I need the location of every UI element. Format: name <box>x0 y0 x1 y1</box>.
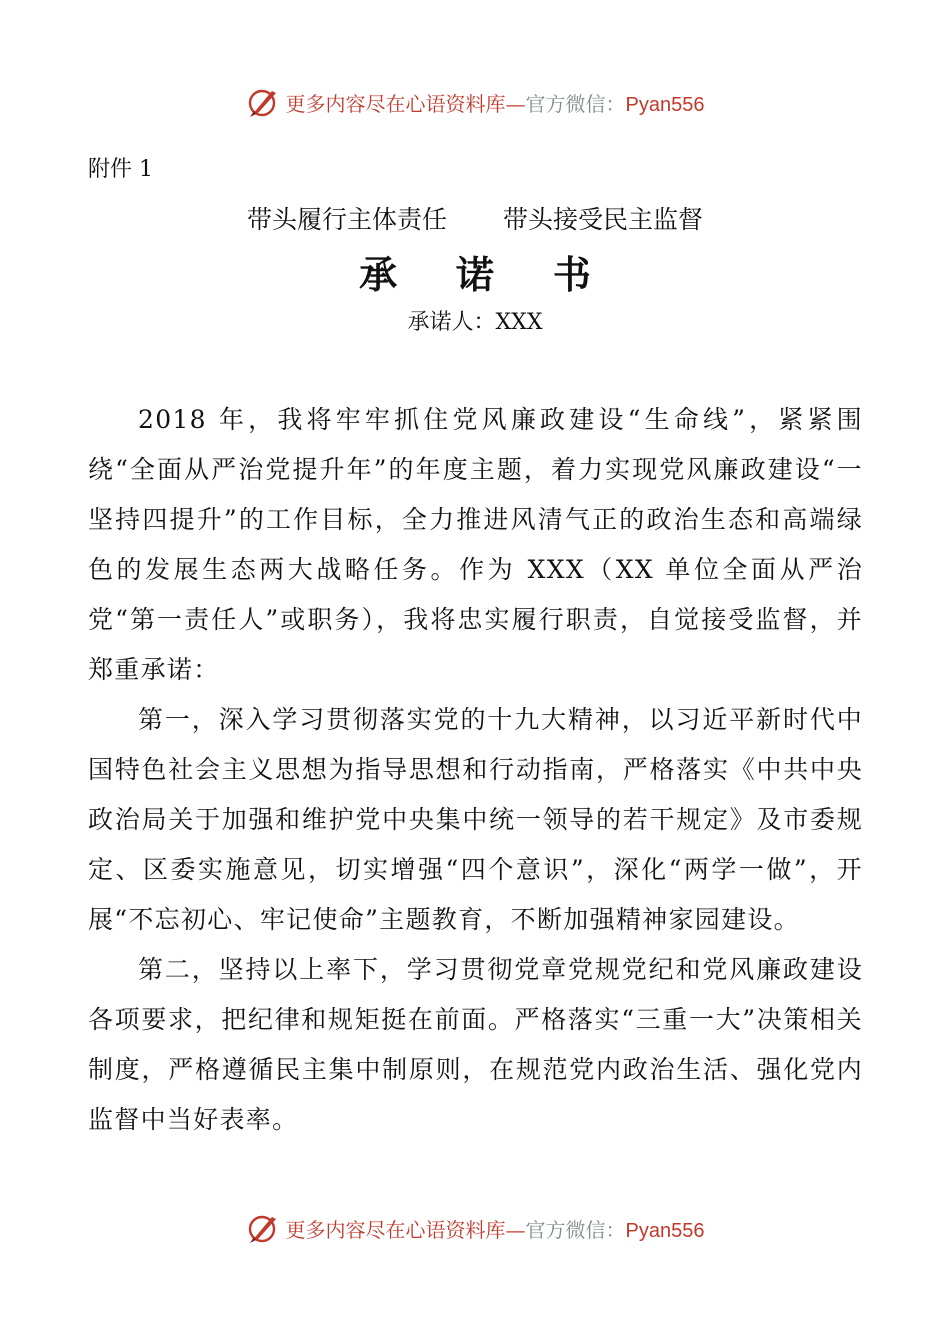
footer-watermark <box>0 1208 950 1248</box>
header-watermark <box>0 82 950 122</box>
document-subtitle <box>0 200 950 236</box>
promiser-line: 承诺人：XXX <box>407 310 543 335</box>
document-title: 承诺书 <box>359 253 650 297</box>
quill-logo-icon <box>246 1211 280 1245</box>
document-body <box>88 395 863 1145</box>
quill-logo-icon <box>246 85 280 119</box>
body-paragraph: 第二，坚持以上率下，学习贯彻党章党规党纪和党风廉政建设各项要求，把纪律和规矩挺在前面。严格落实“三重一大”决策相关制度，严格遵循民主集中制原则，在规范党内政治生活、强化党内监督中当好表率。 <box>88 955 863 1134</box>
subtitle-right: 带头接受民主监督 <box>503 205 704 234</box>
attachment-label: 附件 1 <box>88 157 153 182</box>
watermark-text: 更多内容尽在心语资料库—官方微信：Pyan556 <box>285 1217 705 1242</box>
body-paragraph: 2018 年，我将牢牢抓住党风廉政建设“生命线”，紧紧围绕“全面从严治党提升年”的年度主题，着力实现党风廉政建设“一坚持四提升”的工作目标，全力推进风清气正的政治生态和高端绿色的发展生态两大战略任务。作为 XXX（XX 单位全面从严治党“第一责任人”或职务），我将忠实履行职责，自觉接受监督，并郑重承诺： <box>88 405 863 684</box>
watermark-text: 更多内容尽在心语资料库—官方微信：Pyan556 <box>285 91 705 116</box>
subtitle-left: 带头履行主体责任 <box>246 205 447 234</box>
body-paragraph: 第一，深入学习贯彻落实党的十九大精神，以习近平新时代中国特色社会主义思想为指导思想和行动指南，严格落实《中共中央政治局关于加强和维护党中央集中统一领导的若干规定》及市委规定、区委实施意见，切实增强“四个意识”，深化“两学一做”，开展“不忘初心、牢记使命”主题教育，不断加强精神家园建设。 <box>88 705 863 934</box>
